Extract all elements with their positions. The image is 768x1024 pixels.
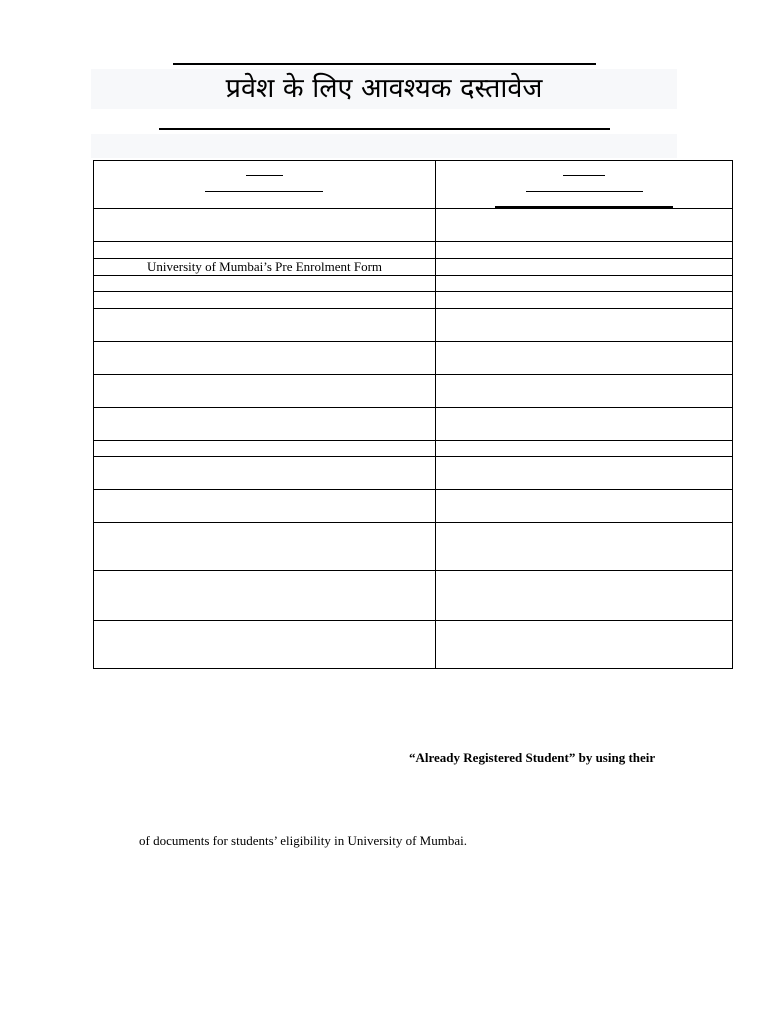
- table-cell-left: [94, 292, 436, 309]
- table-cell-left: [94, 441, 436, 457]
- table-header-row: [94, 161, 733, 209]
- table-cell-left: [94, 375, 436, 408]
- table-row: [94, 342, 733, 375]
- table-cell-right: [436, 259, 733, 276]
- header-left-short-rule: [246, 175, 283, 176]
- documents-table: [93, 160, 733, 669]
- table-row: [94, 259, 733, 276]
- table-cell-left: [94, 342, 436, 375]
- table-cell-left: [94, 571, 436, 621]
- table-row: [94, 571, 733, 621]
- table-row: [94, 242, 733, 259]
- table-cell-right: [436, 292, 733, 309]
- table-cell-left: [94, 309, 436, 342]
- table-cell-left: [94, 242, 436, 259]
- table-cell-right: [436, 408, 733, 441]
- table-cell-left: [94, 490, 436, 523]
- table-row: [94, 292, 733, 309]
- page-title: प्रवेश के लिए आवश्यक दस्तावेज: [225, 73, 543, 104]
- header-cell-left: [94, 161, 436, 209]
- table-row: [94, 457, 733, 490]
- header-right-short-rule: [563, 175, 605, 176]
- table-cell-left: [94, 276, 436, 292]
- table-row: [94, 276, 733, 292]
- table-row: [94, 209, 733, 242]
- table-cell-right: [436, 441, 733, 457]
- table-row: [94, 490, 733, 523]
- table-cell-right: [436, 523, 733, 571]
- table-cell-right: [436, 490, 733, 523]
- table-cell-right: [436, 375, 733, 408]
- title-top-rule: [173, 63, 596, 65]
- table-cell-left: [94, 621, 436, 669]
- table-row: [94, 375, 733, 408]
- table-cell-left: [94, 523, 436, 571]
- table-row: [94, 441, 733, 457]
- table-cell-left: [94, 457, 436, 490]
- header-right-long-rule: [526, 191, 643, 192]
- title-bottom-rule: [159, 128, 610, 130]
- table-row: [94, 408, 733, 441]
- registered-student-note: “Already Registered Student” by using their: [409, 750, 656, 765]
- table-cell-left: [94, 408, 436, 441]
- table-cell-right: [436, 571, 733, 621]
- table-cell-right: [436, 621, 733, 669]
- header-cell-right: [436, 161, 733, 209]
- table-cell-right: [436, 209, 733, 242]
- table-cell-right: [436, 242, 733, 259]
- table-cell-left: [94, 209, 436, 242]
- header-left-long-rule: [205, 191, 323, 192]
- table-cell-left: University of Mumbai’s Pre Enrolment Form: [94, 259, 436, 276]
- eligibility-note: of documents for students’ eligibility in University of Mumbai.: [139, 833, 467, 848]
- table-cell-right: [436, 309, 733, 342]
- table-row: [94, 621, 733, 669]
- table-cell-right: [436, 342, 733, 375]
- table-cell-right: [436, 457, 733, 490]
- table-row: [94, 523, 733, 571]
- table-row: [94, 309, 733, 342]
- subtitle-band: [91, 134, 677, 158]
- table-cell-right: [436, 276, 733, 292]
